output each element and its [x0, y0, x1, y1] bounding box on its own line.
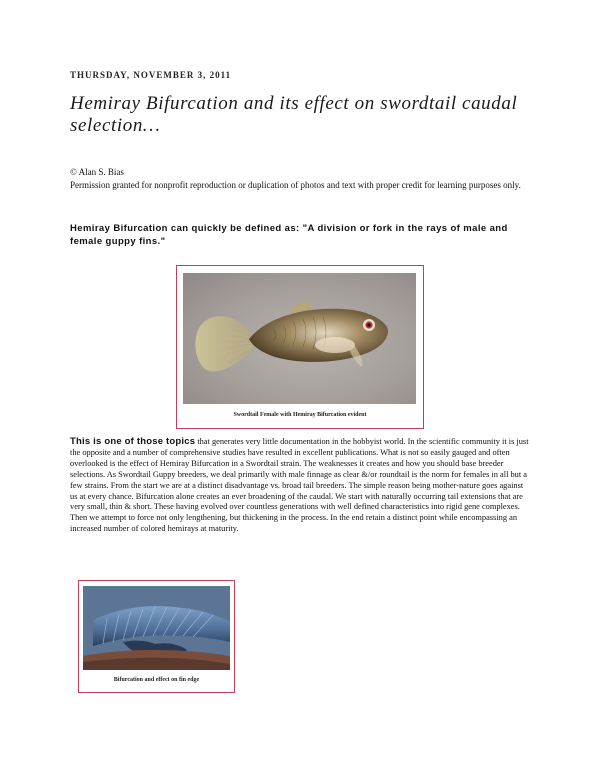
article-body-text: that generates very little documentation in the hobbyist world. In the scientific community it is just the opposite and a number of comprehensive studies have resulted in excellent publications. What is not so easily gauged and often overlooked is the effect of Hemiray Bifurcation in a Swordtail strain. The weaknesses it creates and how you should base breeder selections. As Swordtail Guppy breeders, we deal primarily with male finnage as clear &/or roundtail is the norm for females in all but a few strains. From the start we are at a distinct disadvantage vs. broad tail breeders. The simple reason being mother-nature goes against us at every chance. Bifurcation alone creates an ever broadening of the caudal. We start with naturally occurring tail extensions that are very small, thin & short. These having evolved over countless generations with well defined characteristics into rigid gene complexes. Then we attempt to force not only lengthening, but thickening in the process. In the end retain a distinct point while encompassing an increased number of colored hemirays at maturity.	[70, 437, 529, 534]
figure2-caption: Bifurcation and effect on fin edge	[113, 677, 200, 683]
fin-edge-photo	[83, 586, 230, 670]
swordtail-female-photo	[183, 273, 416, 404]
post-title[interactable]: Hemiray Bifurcation and its effect on swordtail caudal selection…	[70, 93, 518, 136]
post-date: THURSDAY, NOVEMBER 3, 2011	[70, 70, 232, 80]
article-body	[70, 437, 532, 535]
figure-fin-edge	[78, 580, 235, 693]
figure-swordtail-female	[176, 265, 424, 429]
definition-paragraph: Hemiray Bifurcation can quickly be defined as: "A division or fork in the rays of male and female guppy fins."	[70, 223, 508, 247]
copyright-notice: © Alan S. Bias	[70, 167, 124, 177]
lead-phrase: This is one of those topics	[70, 436, 196, 447]
permission-notice: Permission granted for nonprofit reproduction or duplication of photos and text with proper credit for learning purposes only.	[70, 180, 521, 190]
figure1-caption: Swordtail Female with Hemiray Bifurcation evident	[233, 412, 367, 418]
